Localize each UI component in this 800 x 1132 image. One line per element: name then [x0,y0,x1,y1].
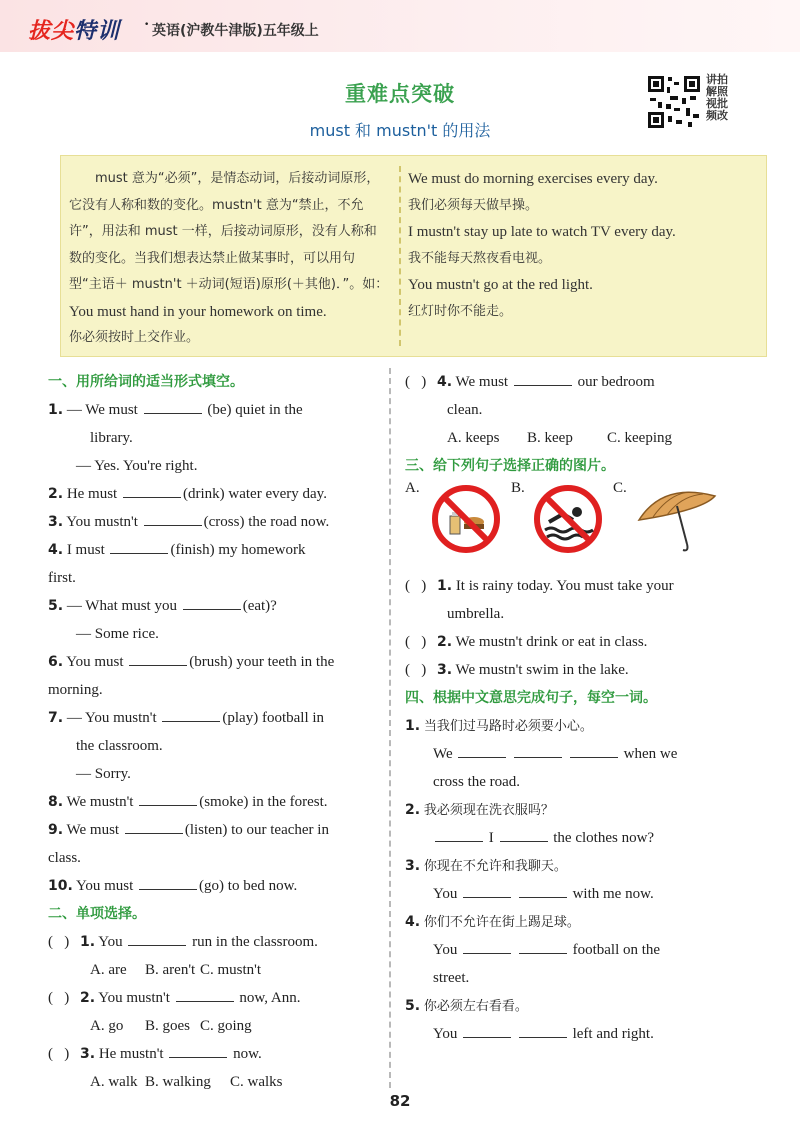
answer-blank[interactable] [123,483,181,498]
question-2-1: ( ) 1. You run in the classroom. [48,928,380,956]
part4-heading: 四、根据中文意思完成句子，每空一词。 [405,690,657,706]
question-text: — Some rice. [76,626,159,642]
answer-blank[interactable] [176,987,234,1002]
question-text: class. [48,850,81,866]
part3-heading: 三、给下列句子选择正确的图片。 [405,458,615,474]
question-1-9: 9. We must (listen) to our teacher in [48,816,380,844]
question-3-3: ( ) 3. We mustn't swim in the lake. [405,662,629,678]
question-text: first. [48,570,76,586]
question-4-3-zh: 3. 你现在不允许和我聊天。 [405,858,567,874]
page-number: 82 [389,1092,411,1110]
answer-blank[interactable] [519,939,567,954]
answer-blank[interactable] [144,511,202,526]
column-divider [389,368,391,1088]
question-4-5-zh: 5. 你必须左右看看。 [405,998,528,1014]
qr-label: 讲拍 解照 视批 频改 [706,73,728,122]
left-column [48,368,380,1096]
header-separator: · [144,16,150,33]
qr-code-icon[interactable] [646,74,702,130]
question-4-1-zh: 1. 当我们过马路时必须要小心。 [405,718,593,734]
question-3-1: ( ) 1. It is rainy today. You must take your [405,578,674,594]
question-4-2: I the clothes now? [405,824,750,852]
no-swimming-sign-icon [533,484,603,554]
explanation-left: must 意为“必须”，是情态动词，后接动词原形， 它没有人称和数的变化。mustn't 意为“禁止，不允 许”，用法和 must 一样，后接动词原形，没有人称和 数的变化。当我们想表达禁止做某事时，可以用句 型“主语＋ mustn't ＋动词(短语)原形(＋其他)．”。如： You must hand in your homework on time. 你必须按时上交作业。 [69,171,389,345]
part2-heading: 二、单项选择。 [48,906,146,922]
answer-blank[interactable] [458,743,506,758]
question-text: cross the road. [433,774,521,790]
question-2-3: ( ) 3. He mustn't now. [48,1040,380,1068]
section-subtitle: must 和 mustn't 的用法 [309,121,491,140]
answer-blank[interactable] [570,743,618,758]
part1-heading: 一、用所给词的适当形式填空。 [48,374,244,390]
answer-blank[interactable] [139,875,197,890]
explanation-box [60,155,767,357]
answer-blank[interactable] [435,827,483,842]
answer-blank[interactable] [463,883,511,898]
right-column [405,368,750,1048]
options: A. are B. aren't C. mustn't [90,962,262,978]
umbrella-icon [633,480,723,560]
answer-blank[interactable] [125,819,183,834]
answer-blank[interactable] [144,399,202,414]
question-2-4: ( ) 4. We must our bedroom [405,368,750,396]
answer-blank[interactable] [183,595,241,610]
option-label-b: B. [511,480,525,496]
answer-blank[interactable] [463,939,511,954]
picture-options [405,480,750,572]
section-title: 重难点突破 [345,82,455,106]
options: A. keeps B. keep C. keeping [447,430,672,446]
question-1-2: 2. He must (drink) water every day. [48,480,380,508]
question-4-4: You football on the [405,936,750,964]
question-1-4: 4. I must (finish) my homework [48,536,380,564]
answer-blank[interactable] [110,539,168,554]
options: A. go B. goes C. going [90,1018,252,1034]
question-1-1: 1. — We must (be) quiet in the [48,396,380,424]
option-label-a: A. [405,480,420,496]
answer-blank[interactable] [139,791,197,806]
question-text: the classroom. [76,738,163,754]
answer-blank[interactable] [500,827,548,842]
question-1-10: 10. You must (go) to bed now. [48,872,380,900]
series-title: 英语(沪教牛津版)五年级上 [152,23,319,39]
question-text: library. [90,430,133,446]
question-1-5: 5. — What must you (eat)? [48,592,380,620]
answer-blank[interactable] [129,651,187,666]
question-3-2: ( ) 2. We mustn't drink or eat in class. [405,634,648,650]
answer-blank[interactable] [128,931,186,946]
question-text: — Yes. You're right. [76,458,198,474]
question-4-4-zh: 4. 你们不允许在街上踢足球。 [405,914,580,930]
answer-blank[interactable] [519,883,567,898]
question-text: clean. [447,402,483,418]
question-4-3: You with me now. [405,880,750,908]
options: A. walk B. walking C. walks [90,1074,283,1090]
question-2-2: ( ) 2. You mustn't now, Ann. [48,984,380,1012]
question-4-5: You left and right. [405,1020,750,1048]
answer-blank[interactable] [463,1023,511,1038]
brand-logo: 拔尖特训 [28,19,121,44]
explanation-right: We must do morning exercises every day. 我们必须每天做早操。 I mustn't stay up late to watch TV every day. 我不能每天熬夜看电视。 You mustn't go at the red light. 红灯时你不能走。 [408,171,676,319]
answer-blank[interactable] [519,1023,567,1038]
question-text: morning. [48,682,103,698]
question-1-8: 8. We mustn't (smoke) in the forest. [48,788,380,816]
option-label-c: C. [613,480,627,496]
answer-blank[interactable] [514,371,572,386]
question-4-1: We when we [405,740,750,768]
answer-blank[interactable] [514,743,562,758]
question-text: street. [433,970,470,986]
question-1-3: 3. You mustn't (cross) the road now. [48,508,380,536]
explanation-divider [399,166,401,346]
question-text: umbrella. [447,606,505,622]
question-text: — Sorry. [76,766,131,782]
header-band [0,0,800,52]
answer-blank[interactable] [162,707,220,722]
question-1-6: 6. You must (brush) your teeth in the [48,648,380,676]
question-4-2-zh: 2. 我必须现在洗衣服吗？ [405,802,554,818]
answer-blank[interactable] [169,1043,227,1058]
no-food-drink-sign-icon [431,484,501,554]
question-1-7: 7. — You mustn't (play) football in [48,704,380,732]
